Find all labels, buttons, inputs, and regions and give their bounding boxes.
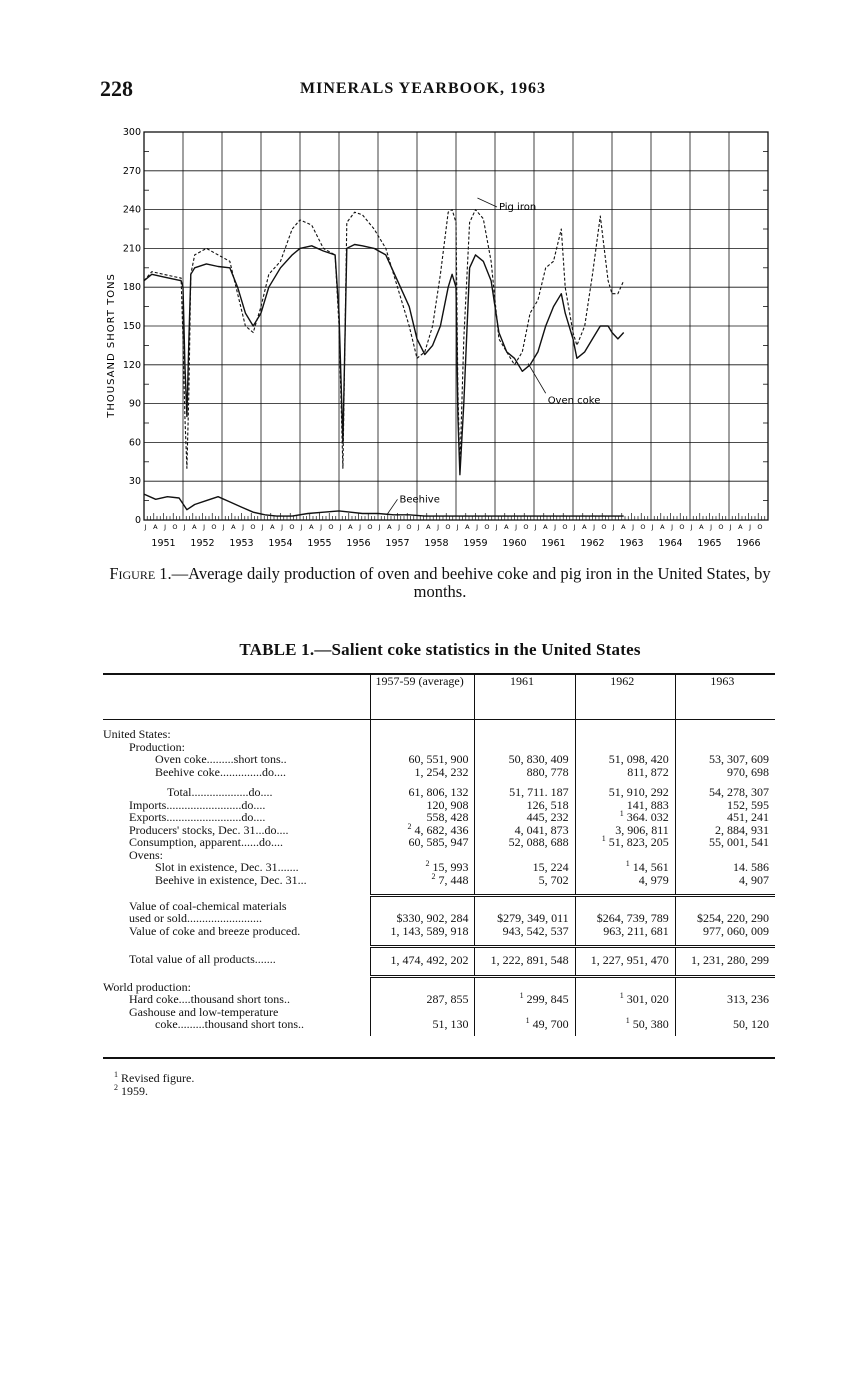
month-label: O: [679, 523, 685, 531]
table-cell: 60, 585, 947: [370, 836, 475, 849]
month-label: A: [309, 523, 314, 531]
table-cell: 5, 702: [475, 874, 575, 887]
month-label: O: [601, 523, 607, 531]
col-header-1957-59: 1957-59 (average): [370, 674, 475, 720]
row-label: Value of coke and breeze produced.: [129, 923, 301, 938]
table-cell: 51, 098, 420: [575, 753, 675, 766]
row-label: Beehive coke..............do....: [155, 764, 286, 779]
table-cell: 445, 232: [475, 811, 575, 824]
table-cell: [575, 1018, 675, 1036]
table-row: [103, 766, 775, 779]
month-label: O: [289, 523, 295, 531]
table-cell: 152, 595: [675, 799, 775, 812]
month-label: J: [378, 523, 381, 531]
table-cell: 451, 241: [675, 811, 775, 824]
row-label: Total value of all products.......: [129, 951, 276, 966]
footnote-text: 1959.: [121, 1084, 148, 1098]
table-cell: $254, 220, 290: [675, 912, 775, 925]
cell-value: 14, 561: [632, 860, 669, 874]
table-cell: [575, 811, 675, 824]
table-cell: 558, 428: [370, 811, 475, 824]
table-cell: 53, 307, 609: [675, 753, 775, 766]
table-cell: 60, 551, 900: [370, 753, 475, 766]
month-label: J: [144, 523, 147, 531]
section-ovens: Ovens:: [129, 847, 163, 862]
table-cell: 51, 711. 187: [475, 786, 575, 799]
series-line-oven-coke: [144, 245, 624, 475]
month-label: J: [339, 523, 342, 531]
month-label: O: [406, 523, 412, 531]
annotation-beehive-leader: [388, 499, 398, 513]
row-label: Slot in existence, Dec. 31.......: [155, 860, 299, 874]
month-label: A: [504, 523, 509, 531]
cell-value: 299, 845: [526, 992, 569, 1006]
month-label: J: [671, 523, 674, 531]
cell-value: 51, 823, 205: [608, 835, 669, 849]
year-label: 1952: [190, 538, 215, 549]
month-label: J: [632, 523, 635, 531]
month-label: O: [172, 523, 178, 531]
y-tick-label: 300: [122, 127, 141, 138]
year-label: 1958: [424, 538, 449, 549]
footnote-mark: 2: [407, 821, 412, 831]
month-label: J: [242, 523, 245, 531]
month-label: J: [651, 523, 654, 531]
y-tick-label: 180: [122, 282, 141, 294]
figure-caption: [102, 565, 778, 601]
table-row: [103, 977, 775, 994]
month-label: A: [660, 523, 665, 531]
year-label: 1956: [346, 538, 371, 549]
table-cell: 61, 806, 132: [370, 786, 475, 799]
row-label: Total...................do....: [167, 785, 273, 799]
month-label: O: [757, 523, 763, 531]
footnote-mark: 1: [519, 991, 524, 1000]
col-header-1962: 1962: [575, 674, 675, 720]
row-label: Value of coal-chemical materials: [129, 898, 287, 913]
table-row: [103, 836, 775, 849]
table-title: TABLE 1.—Salient coke statistics in the United States: [239, 640, 641, 659]
footnote-mark: 1: [625, 1016, 630, 1025]
year-label: 1953: [229, 538, 254, 549]
month-label: O: [211, 523, 217, 531]
table-cell: 811, 872: [575, 766, 675, 779]
page-header: [100, 76, 780, 100]
table-cell: 1, 143, 589, 918: [370, 925, 475, 938]
month-label: A: [699, 523, 704, 531]
year-label: 1964: [658, 538, 683, 549]
table-row: [103, 947, 775, 977]
running-title: MINERALS YEARBOOK, 1963: [300, 80, 546, 97]
month-label: J: [554, 523, 557, 531]
cell-value: 301, 020: [626, 992, 669, 1006]
year-label: 1957: [385, 538, 410, 549]
y-tick-label: 90: [128, 398, 141, 410]
month-label: O: [367, 523, 373, 531]
table-cell: 970, 698: [675, 766, 775, 779]
table-cell: 1, 474, 492, 202: [370, 947, 475, 977]
month-label: A: [270, 523, 275, 531]
spacer-row: [103, 720, 775, 729]
table-cell: $279, 349, 011: [475, 912, 575, 925]
footnote-mark: 1: [525, 1016, 530, 1025]
table-cell: 1, 222, 891, 548: [475, 947, 575, 977]
table-bottom-rule: [103, 1057, 775, 1059]
month-label: O: [523, 523, 529, 531]
table-cell: 977, 060, 009: [675, 925, 775, 938]
month-label: O: [562, 523, 568, 531]
footnote-text: Revised figure.: [121, 1071, 195, 1085]
footnote-mark: 1: [601, 834, 606, 843]
year-label: 1963: [619, 538, 644, 549]
row-label: Exports.........................do....: [129, 810, 266, 824]
section-world: World production:: [103, 979, 192, 994]
table-cell: 943, 542, 537: [475, 925, 575, 938]
table-row: [103, 753, 775, 766]
y-tick-label: 210: [122, 243, 141, 255]
footnotes: [114, 1072, 194, 1098]
y-tick-label: 0: [134, 515, 141, 526]
month-label: J: [222, 523, 225, 531]
month-label: J: [164, 523, 167, 531]
table-cell: 52, 088, 688: [475, 836, 575, 849]
table-cell: [575, 836, 675, 849]
table-row: [103, 925, 775, 938]
month-label: J: [437, 523, 440, 531]
table-cell: 1, 231, 280, 299: [675, 947, 775, 977]
series-line-beehive: [144, 494, 624, 516]
table-cell: [475, 1018, 575, 1036]
year-label: 1954: [268, 538, 293, 549]
annotation-beehive: Beehive: [399, 494, 440, 506]
table-row: [103, 912, 775, 925]
cell-value: 7, 448: [438, 872, 469, 887]
annotation-pig-iron-leader: [477, 198, 497, 207]
y-tick-label: 30: [128, 476, 141, 488]
y-tick-label: 240: [122, 204, 141, 216]
table-cell: 963, 211, 681: [575, 925, 675, 938]
footnote-mark: 2: [114, 1083, 118, 1092]
table-row: [103, 786, 775, 799]
year-label: 1961: [541, 538, 566, 549]
month-label: J: [749, 523, 752, 531]
year-label: 1965: [697, 538, 722, 549]
year-label: 1966: [736, 538, 761, 549]
table-row: [103, 874, 775, 887]
month-label: J: [359, 523, 362, 531]
cell-value: 49, 700: [532, 1017, 569, 1031]
table-cell: 50, 120: [675, 1018, 775, 1036]
table-cell: 126, 518: [475, 799, 575, 812]
table-cell: 3, 906, 811: [575, 824, 675, 837]
table-cell: 287, 855: [370, 993, 475, 1006]
table-cell: [575, 993, 675, 1006]
month-label: A: [153, 523, 158, 531]
row-label: coke.........thousand short tons..: [155, 1017, 304, 1031]
month-label: A: [231, 523, 236, 531]
month-label: J: [456, 523, 459, 531]
y-tick-label: 270: [122, 165, 141, 177]
year-label: 1962: [580, 538, 605, 549]
footnote-mark: 1: [114, 1070, 118, 1079]
table-cell: 313, 236: [675, 993, 775, 1006]
month-label: O: [484, 523, 490, 531]
month-label: J: [515, 523, 518, 531]
month-label: J: [300, 523, 303, 531]
table-cell: 4, 041, 873: [475, 824, 575, 837]
footnote-mark: 1: [619, 809, 624, 818]
section-production: Production:: [129, 739, 185, 754]
table-cell: 51, 130: [370, 1018, 475, 1036]
y-tick-label: 60: [128, 437, 141, 449]
table-cell: 55, 001, 541: [675, 836, 775, 849]
table-cell: 120, 908: [370, 799, 475, 812]
month-label: J: [534, 523, 537, 531]
month-label: J: [398, 523, 401, 531]
month-label: A: [582, 523, 587, 531]
month-label: A: [621, 523, 626, 531]
y-tick-label: 150: [122, 321, 141, 332]
month-label: J: [183, 523, 186, 531]
table-row: [103, 993, 775, 1006]
month-label: J: [417, 523, 420, 531]
table-header-row: [103, 674, 775, 720]
row-label: Beehive in existence, Dec. 31...: [155, 872, 307, 887]
table-cell: 1, 227, 951, 470: [575, 947, 675, 977]
month-label: J: [281, 523, 284, 531]
table-cell: 141, 883: [575, 799, 675, 812]
table-cell: 880, 778: [475, 766, 575, 779]
month-label: J: [729, 523, 732, 531]
month-label: A: [192, 523, 197, 531]
table-cell: 4, 907: [675, 874, 775, 887]
table-cell: 14. 586: [675, 861, 775, 874]
month-label: A: [387, 523, 392, 531]
annotation-oven-coke: Oven coke: [547, 395, 601, 407]
year-label: 1951: [151, 538, 176, 549]
table-cell: [370, 871, 475, 887]
month-label: J: [612, 523, 615, 531]
month-label: J: [710, 523, 713, 531]
row-label: Oven coke.........short tons..: [155, 752, 287, 766]
month-label: J: [593, 523, 596, 531]
footnote-mark: 1: [625, 859, 630, 868]
footnote-mark: 1: [619, 991, 624, 1000]
month-label: J: [320, 523, 323, 531]
row-label: Hard coke....thousand short tons..: [129, 992, 290, 1006]
month-label: O: [718, 523, 724, 531]
month-label: A: [543, 523, 548, 531]
y-axis-label: THOUSAND SHORT TONS: [106, 273, 117, 418]
cell-value: 4, 682, 436: [414, 822, 469, 837]
annotation-oven-coke-leader: [528, 364, 546, 394]
table-cell: 1, 254, 232: [370, 766, 475, 779]
month-label: A: [465, 523, 470, 531]
table-cell: $264, 739, 789: [575, 912, 675, 925]
coke-statistics-table: [103, 673, 775, 1036]
table-cell: 15, 224: [475, 861, 575, 874]
row-label: Producers' stocks, Dec. 31...do....: [129, 822, 289, 837]
table-cell: 4, 979: [575, 874, 675, 887]
table-cell: [575, 861, 675, 874]
table-row: [103, 896, 775, 913]
spacer-row: [103, 886, 775, 896]
table-cell: 54, 278, 307: [675, 786, 775, 799]
month-label: J: [690, 523, 693, 531]
cell-value: 15, 993: [432, 860, 469, 874]
table-row: [103, 728, 775, 741]
row-label: Consumption, apparent......do....: [129, 835, 283, 849]
section-us: United States:: [103, 727, 171, 741]
table-cell: 51, 910, 292: [575, 786, 675, 799]
month-label: A: [348, 523, 353, 531]
month-label: O: [640, 523, 646, 531]
year-label: 1955: [307, 538, 332, 549]
production-chart: [100, 120, 780, 560]
month-label: A: [738, 523, 743, 531]
footnote-2: [114, 1085, 194, 1098]
y-tick-label: 120: [122, 359, 141, 371]
month-label: O: [250, 523, 256, 531]
table-cell: 50, 830, 409: [475, 753, 575, 766]
figure-label: Figure 1.: [109, 564, 172, 583]
annotation-pig-iron: Pig iron: [498, 202, 537, 214]
cell-value: 50, 380: [632, 1017, 669, 1031]
header-blank: [103, 674, 370, 720]
month-label: J: [495, 523, 498, 531]
table-cell: 2, 884, 931: [675, 824, 775, 837]
month-label: J: [573, 523, 576, 531]
spacer-row: [103, 937, 775, 947]
year-label: 1959: [463, 538, 488, 549]
col-header-1963: 1963: [675, 674, 775, 720]
table-row: [103, 1018, 775, 1036]
month-label: A: [426, 523, 431, 531]
month-label: J: [476, 523, 479, 531]
col-header-1961: 1961: [475, 674, 575, 720]
month-label: O: [445, 523, 451, 531]
row-label: used or sold.........................: [129, 911, 262, 925]
row-label: Imports.........................do....: [129, 797, 266, 812]
table-cell: [475, 993, 575, 1006]
table-cell: $330, 902, 284: [370, 912, 475, 925]
month-label: J: [203, 523, 206, 531]
month-label: O: [328, 523, 334, 531]
footnote-mark: 2: [431, 871, 436, 881]
page-number: 228: [100, 76, 133, 101]
year-label: 1960: [502, 538, 527, 549]
footnote-mark: 2: [425, 859, 430, 868]
month-label: J: [261, 523, 264, 531]
row-label: Gashouse and low-temperature: [129, 1004, 279, 1019]
figure-caption-text: —Average daily production of oven and beehive coke and pig iron in the United States, by months.: [171, 564, 771, 601]
cell-value: 364. 032: [626, 810, 669, 824]
